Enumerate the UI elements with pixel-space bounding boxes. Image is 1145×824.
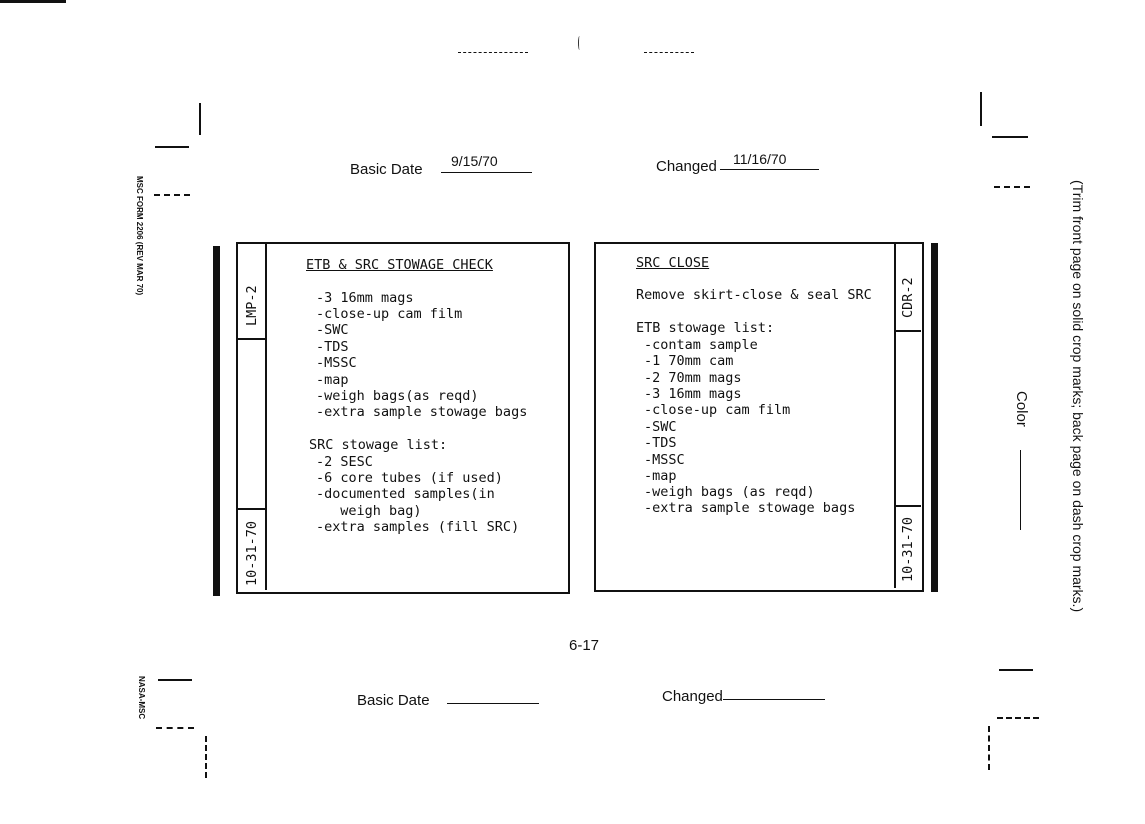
basic-date-label: Basic Date (350, 161, 423, 178)
basic-date-value: 9/15/70 (451, 153, 498, 169)
list-item: -MSSC (644, 452, 685, 468)
list-item: -map (316, 372, 349, 388)
bottom-basic-date-line (447, 703, 539, 704)
left-card-edge-bar (213, 246, 220, 596)
crop-mark (156, 727, 194, 729)
list-item: -contam sample (644, 337, 758, 353)
list-item: -close-up cam film (644, 402, 791, 418)
list-item: -2 SESC (316, 454, 373, 470)
list-item: -2 70mm mags (644, 370, 742, 386)
crop-mark (980, 92, 982, 126)
changed-value: 11/16/70 (733, 151, 787, 167)
list-item: -3 16mm mags (316, 290, 414, 306)
right-card-title: SRC CLOSE (636, 255, 710, 271)
bottom-changed-label: Changed (662, 688, 723, 705)
right-card-tab-rule (895, 330, 921, 332)
bottom-basic-date-label: Basic Date (357, 692, 430, 709)
list-item: -weigh bags(as reqd) (316, 388, 479, 404)
list-item: weigh bag) (324, 503, 422, 519)
left-card-tab-rule (238, 508, 266, 510)
color-label: Color (1013, 391, 1030, 427)
crop-mark (154, 194, 190, 196)
list-item: -TDS (316, 339, 349, 355)
list-item: -3 16mm mags (644, 386, 742, 402)
crop-mark (992, 136, 1028, 138)
right-card-edge-bar (931, 243, 938, 592)
right-card-tab-date: 10-31-70 (900, 516, 916, 582)
trim-note: (Trim front page on solid crop marks; back page on dash crop marks.) (1070, 180, 1086, 613)
changed-line (720, 169, 819, 170)
list-item: -6 core tubes (if used) (316, 470, 503, 486)
list-item: -extra sample stowage bags (644, 500, 856, 516)
left-card-tab-id: LMP-2 (244, 285, 260, 326)
list-item: -SWC (316, 322, 349, 338)
scan-mark (644, 52, 694, 53)
list-item: -map (644, 468, 677, 484)
list-item: -documented samples(in (316, 486, 495, 502)
bottom-changed-line (723, 699, 825, 700)
left-card-title: ETB & SRC STOWAGE CHECK (306, 257, 493, 273)
corner-mark (0, 0, 66, 3)
crop-mark (155, 146, 189, 148)
crop-mark (205, 736, 207, 778)
list-item: -weigh bags (as reqd) (644, 484, 815, 500)
crop-mark (997, 717, 1039, 719)
list-item: -extra samples (fill SRC) (316, 519, 520, 535)
scan-mark (578, 36, 581, 50)
agency-label: NASA-MSC (137, 676, 146, 720)
scan-mark (458, 52, 528, 53)
list-item: -close-up cam film (316, 306, 463, 322)
left-card-tab-rule (238, 338, 266, 340)
basic-date-line (441, 172, 532, 173)
left-card-tab-date: 10-31-70 (244, 520, 260, 586)
crop-mark (999, 669, 1033, 671)
color-fill-line (1020, 450, 1021, 530)
right-card-tab-divider (894, 244, 896, 588)
right-card-instruction: Remove skirt-close & seal SRC (636, 287, 872, 303)
right-card-tab-rule (895, 505, 921, 507)
list-item: -MSSC (316, 355, 357, 371)
changed-label: Changed (656, 158, 717, 175)
right-card-tab-id: CDR-2 (900, 277, 916, 318)
form-number: MSC FORM 2206 (REV MAR 70) (135, 176, 144, 296)
left-card-subhead: SRC stowage list: (309, 437, 448, 453)
list-item: -SWC (644, 419, 677, 435)
page-number: 6-17 (569, 637, 600, 654)
right-card-subhead: ETB stowage list: (636, 320, 775, 336)
crop-mark (199, 103, 201, 135)
list-item: -TDS (644, 435, 677, 451)
crop-mark (158, 679, 192, 681)
crop-mark (988, 726, 990, 770)
list-item: -extra sample stowage bags (316, 404, 528, 420)
left-card-tab-divider (265, 244, 267, 590)
crop-mark (994, 186, 1030, 188)
list-item: -1 70mm cam (644, 353, 734, 369)
